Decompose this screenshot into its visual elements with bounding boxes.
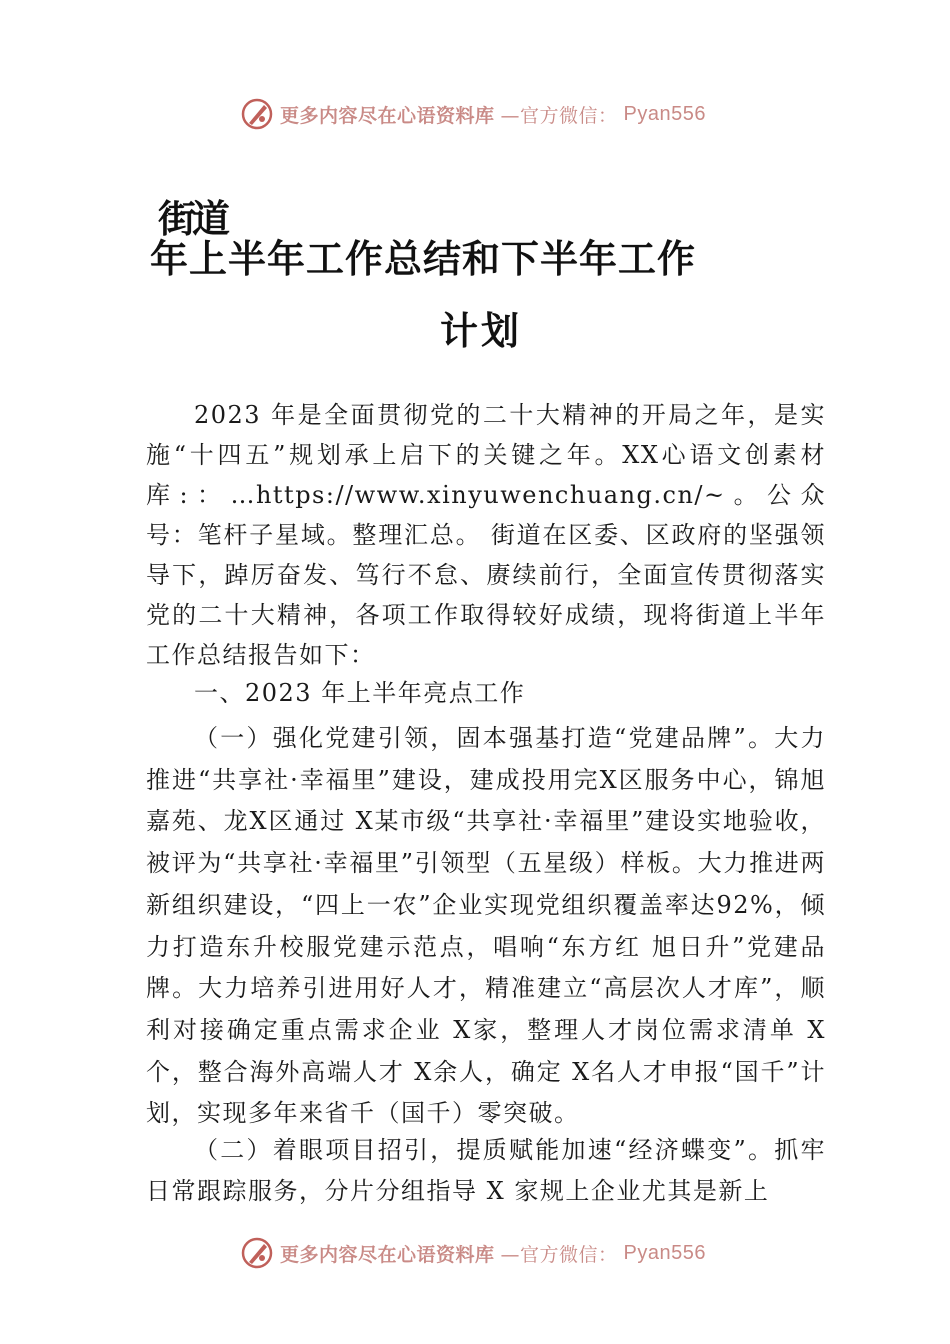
intro-paragraph: 2023 年是全面贯彻党的二十大精神的开局之年，是实施“十四五”规划承上启下的关键之年。XX心语文创素材库:：…https://www.xinyuwenchuang.cn/~。公众号：笔杆子星域。整理汇总。 街道在区委、区政府的坚强领导下，踔厉奋发、笃行不怠、赓续前行，全面宣传贯彻落实党的二十大精神，各项工作取得较好成绩，现将街道上半年工作总结报告如下： [146, 401, 826, 669]
title-line-2: 年上半年工作总结和下半年工作 [150, 236, 697, 281]
watermark-separator: —官方微信： [500, 1243, 618, 1266]
pen-logo-icon [240, 1236, 274, 1270]
title-line-3: 计划 [440, 308, 523, 353]
pen-logo-icon [240, 97, 274, 131]
watermark-account: Pyan556 [623, 1241, 706, 1264]
watermark-separator: —官方微信： [500, 104, 618, 127]
section-1-paragraph: （一）强化党建引领，固本强基打造“党建品牌”。大力推进“共享社·幸福里”建设，建成投用完X区服务中心，锦旭嘉苑、龙X区通过 X某市级“共享社·幸福里”建设实地验收，被评为“共享社·幸福里”引领型（五星级）样板。大力推进两新组织建设，“四上一农”企业实现党组织覆盖率达92%，倾力打造东升校服党建示范点，唱响“东方红 旭日升”党建品牌。大力培养引进用好人才，精准建立“高层次人才库”，顺利对接确定重点需求企业 X家，整理人才岗位需求清单 X个，整合海外高端人才 X余人，确定 X名人才申报“国千”计划，实现多年来省千（国千）零突破。 [146, 724, 826, 1128]
title-line-1: 街道 [158, 196, 227, 241]
section-heading-1: 一、2023 年上半年亮点工作 [194, 679, 526, 707]
section-2-paragraph: （二）着眼项目招引，提质赋能加速“经济蝶变”。抓牢日常跟踪服务，分片分组指导 X 家规上企业尤其是新上 [146, 1136, 826, 1205]
watermark-account: Pyan556 [623, 102, 706, 125]
watermark-brand: 更多内容尽在心语资料库 [280, 104, 495, 127]
watermark-footer [240, 1233, 706, 1273]
watermark-brand: 更多内容尽在心语资料库 [280, 1243, 495, 1266]
watermark-header [240, 94, 706, 134]
